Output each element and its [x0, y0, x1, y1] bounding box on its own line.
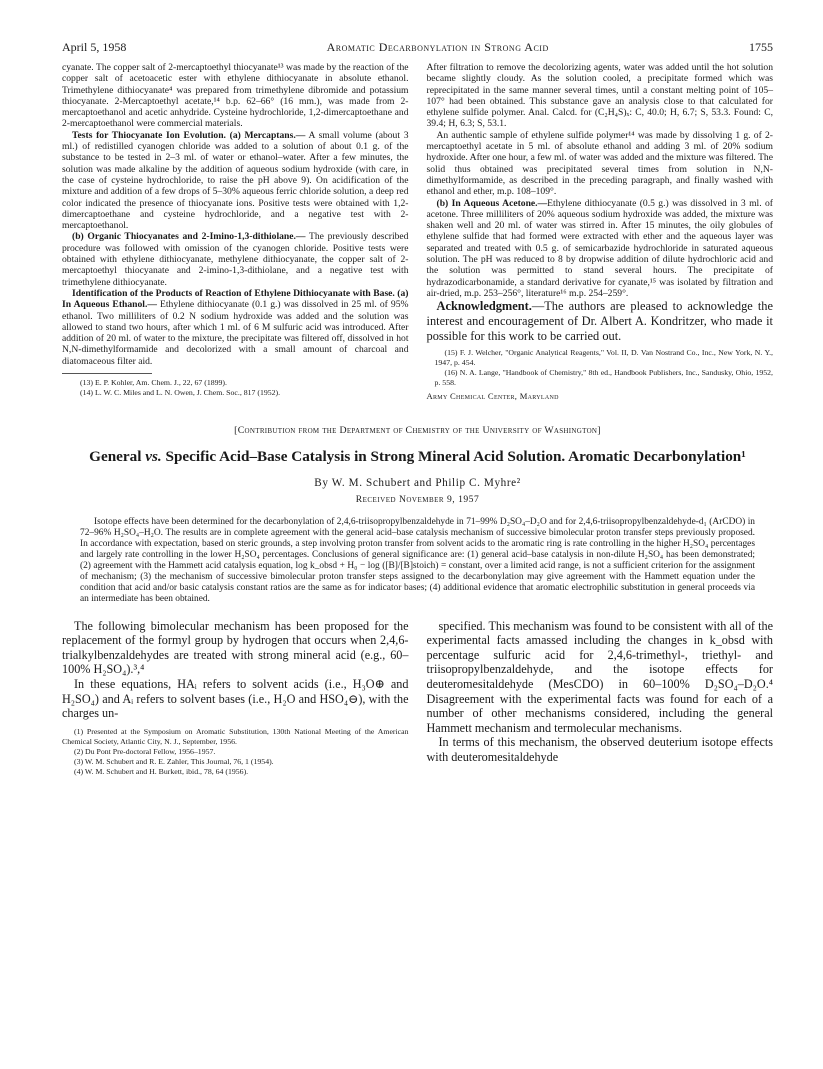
- paragraph-text: The previously described procedure was followed with omission of the cyanogen chloride. Positive tests were obtained with ethylene dithiocyanate, methylene dithiocyanate, the copper salt of 2-mercaptoethyl thiocyanate and 2-imino-1,3-dithiolane, and a negative test with trimethylene dithiocyanate.: [62, 231, 409, 288]
- abstract: [62, 517, 773, 605]
- abstract-text: Isotope effects have been determined for the decarbonylation of 2,4,6-triisopropylbenzaldehyde in 71–99% D₂SO₄–D₂O and for 2,4,6-triisopropylbenzaldehyde-d₁ (ArCDO) in 72–96% H₂SO₄–H₂O. The results are in complete agreement with the general acid–base catalysis mechanism of successive bimolecular proton transfer steps previously proposed. In accordance with expectation, based on steric grounds, a step involving proton transfer from solvent acids to the aromatic ring is rate controlling in the higher H₂SO₄ percentages and largely rate controlling in the lower H₂SO₄ percentages. Conclusions of general significance are: (1) general acid–base catalysis in non-dilute H₂SO₄ has been demonstrated; (2) agreement with the Hammett acid catalysis equation, log k_obsd + H₀ − log ([B]/[B]stoich) = constant, over a limited acid range, is not a sufficient criterion for the assignment of mechanism; (3) the mechanism of successive bimolecular proton transfer steps assigned to the decarbonylation may give agreement with the Hammett equation under the condition that acid and/or basic catalysis constant ratios are the same as for indicator bases; (4) additional evidence that aromatic electrophilic substitution in general proceeds via an intermediate has been obtained.: [80, 516, 755, 604]
- contribution-line: [Contribution from the Department of Chemistry of the University of Washington]: [234, 424, 601, 436]
- paragraph: In these equations, HAᵢ refers to solvent acids (i.e., H₃O⊕ and H₂SO₄) and Aᵢ refers to solvent bases (i.e., H₂O and HSO₄⊖), with the charges un-: [62, 676, 409, 721]
- running-header: [62, 40, 773, 62]
- acknowledgment-text: —The authors are pleased to acknowledge the interest and encouragement of Dr. Albert A. Kondritzer, who made it possible for this work to be carried out.: [426, 299, 773, 344]
- article-body-columns: [62, 619, 773, 777]
- section-heading: (b) Organic Thiocyanates and 2-Imino-1,3-dithiolane.—: [72, 231, 306, 243]
- paragraph: In terms of this mechanism, the observed deuterium isotope effects with deuteromesitaldehyde: [426, 735, 773, 764]
- paragraph: [62, 130, 409, 232]
- body-left-column: [62, 619, 409, 777]
- reference: (15) F. J. Welcher, "Organic Analytical Reagents," Vol. II, D. Van Nostrand Co., Inc., New York, N. Y., 1947, p. 454.: [434, 348, 773, 368]
- footnote: (4) W. M. Schubert and H. Burkett, ibid., 78, 64 (1956).: [74, 766, 249, 776]
- top-right-column: [427, 62, 774, 403]
- paragraph-text: Ethylene dithiocyanate (0.5 g.) was dissolved in 3 ml. of acetone. Three milliliters of 20% aqueous sodium hydroxide was added, the mixture was shaken well and 20 ml. of water was stirred in. After 15 minutes, the oily globules of ethylene sulfide that had formed were extracted with ether and the aqueous layer was separated and treated with 0.5 g. of semicarbazide hydrochloride in saturated aqueous solution. The pH was reduced to 8 by dropwise addition of dilute hydrochloric acid and the solution was permitted to stand several hours. The precipitate of hydrazodicarbonamide, a standard derivative for cyanate,¹⁵ was isolated by filtration and air-dried, m.p. 253–256°, literature¹⁶ m.p. 254–259°.: [426, 197, 773, 299]
- title-part-1: General: [89, 447, 142, 465]
- paragraph: [62, 288, 409, 367]
- footnote: (1) Presented at the Symposium on Aromatic Substitution, 130th National Meeting of the American Chemical Society, Atlantic City, N. J., September, 1956.: [62, 726, 409, 746]
- article-title: [62, 448, 773, 466]
- title-vs: vs.: [145, 447, 162, 465]
- paragraph: [62, 231, 409, 287]
- paragraph: An authentic sample of ethylene sulfide polymer¹⁴ was made by dissolving 1 g. of 2-mercaptoethyl acetate in 5 ml. of absolute ethanol and adding 3 ml. of 20% sodium hydroxide. After one hour, a few ml. of water was added and the mixture was filtered. The solid thus obtained was precipitated several times from solution in N,N-dimethylformamide, as described in the preceding paragraph, and finally washed with ethanol and ether, m.p. 108–109°.: [426, 129, 773, 198]
- footnote-divider: [62, 373, 152, 374]
- title-part-2: Specific Acid–Base Catalysis in Strong Mineral Acid Solution. Aromatic Decarbonylation¹: [165, 447, 746, 465]
- section-heading: Identification of the Products of Reaction of Ethylene Dithiocyanate with Base. (a) In Aqueous Ethanol.—: [62, 287, 409, 311]
- paragraph: After filtration to remove the decolorizing agents, water was added until the hot solution became slightly cloudy. As the solution cooled, a precipitate formed which was reprecipitated in the same manner several times, until a constant melting point of 105–107° had been obtained. This substance gave an analysis close to that calculated for ethylene sulfide polymer. Anal. Calcd. for (C₂H₄S)ₓ: C, 40.0; H, 6.7; S, 53.3. Found: C, 39.4; H, 6.3; S, 53.1.: [426, 62, 773, 130]
- institution-address: Army Chemical Center, Maryland: [426, 391, 559, 402]
- section-heading: (b) In Aqueous Acetone.—: [436, 197, 548, 209]
- header-page-number: 1755: [749, 40, 773, 54]
- section-heading: Tests for Thiocyanate Ion Evolution. (a) Mercaptans.—: [72, 129, 306, 141]
- received-date: Received November 9, 1957: [355, 493, 480, 505]
- body-right-column: [427, 619, 774, 777]
- paragraph: [427, 198, 774, 300]
- footnote: (2) Du Pont Pre-doctoral Fellow, 1956–1957.: [74, 746, 216, 756]
- reference: (16) N. A. Lange, "Handbook of Chemistry," 8th ed., Handbook Publishers, Inc., Sandusky, Ohio, 1952, p. 558.: [434, 368, 773, 388]
- reference: (13) E. P. Kohler, Am. Chem. J., 22, 67 (1899).: [80, 378, 227, 388]
- footnotes: [62, 727, 409, 777]
- reference: (14) L. W. C. Miles and L. N. Owen, J. Chem. Soc., 817 (1952).: [80, 388, 281, 398]
- footnote: (3) W. M. Schubert and R. E. Zahler, This Journal, 76, 1 (1954).: [74, 756, 274, 766]
- header-date: April 5, 1958: [62, 40, 127, 54]
- paragraph: The following bimolecular mechanism has been proposed for the replacement of the formyl group by hydrogen that occurs when 2,4,6-trialkylbenzaldehydes are treated with strong mineral acid (e.g., 60–100% H₂SO₄).³,⁴: [62, 618, 409, 677]
- paragraph: cyanate. The copper salt of 2-mercaptoethyl thiocyanate¹³ was made by the reaction of the copper salt of acetoacetic ester with ethylene dithiocyanate in absolute ethanol. Trimethylene dithiocyanate⁴ was prepared from trimethylene dibromide and potassium thiocyanate. 2-Mercaptoethyl acetate,¹⁴ b.p. 62–66° (16 mm.), was made from 2-mercaptoethanol and acetic anhydride. Cysteine hydrochloride, 1,2-dimercaptoethane and 2-mercaptoethanol were commercial materials.: [62, 62, 409, 130]
- paragraph-text: A small volume (about 3 ml.) of redistilled cyanogen chloride was added to a solution of about 0.1 g. of the substance to be tested in 2–3 ml. of water or ethanol–water. After a few minutes, the solution was made alkaline by the addition of aqueous sodium hydroxide (with care, in the case of cysteine hydrochloride, to raise the pH above 9). On acidification of the mixture and addition of a few drops of 5–30% aqueous ferric chloride solution, a deep red color indicated the presence of thiocyanate ions. Positive tests were obtained with 1,2-dimercaptoethane and cysteine hydrochloride, and a negative test with 2-mercaptoethanol.: [62, 129, 409, 232]
- acknowledgment-heading: Acknowledgment.: [436, 299, 532, 314]
- top-two-columns: [62, 62, 773, 403]
- author-line: By W. M. Schubert and Philip C. Myhre²: [314, 476, 521, 489]
- paragraph-text: Ethylene dithiocyanate (0.1 g.) was dissolved in 25 ml. of 95% ethanol. Two milliliters of 0.2 N sodium hydroxide was added and the solution was allowed to stand two hours, after which 1 ml. of 6 M sulfuric acid was introduced. After addition of 20 ml. of water to the mixture, the precipitate was filtered off, dissolved in hot N,N-dimethylformamide and decolorized with a small amount of charcoal and diatomaceous filter aid.: [62, 299, 409, 367]
- header-running-title: Aromatic Decarbonylation in Strong Acid: [326, 40, 549, 54]
- top-left-column: [62, 62, 409, 403]
- paragraph: specified. This mechanism was found to be consistent with all of the experimental facts amassed including the changes in k_obsd with percentage sulfuric acid for 2,4,6-trimethyl-, triethyl- and triisopropylbenzaldehyde, and the isotope effects for deuteromesitaldehyde (MesCDO) in 60–100% D₂SO₄–D₂O.⁴ Disagreement with the experimental facts was found for each of a number of other mechanisms considered, including the general Hammett mechanism and termolecular mechanisms.: [426, 618, 773, 735]
- acknowledgment: [427, 299, 774, 344]
